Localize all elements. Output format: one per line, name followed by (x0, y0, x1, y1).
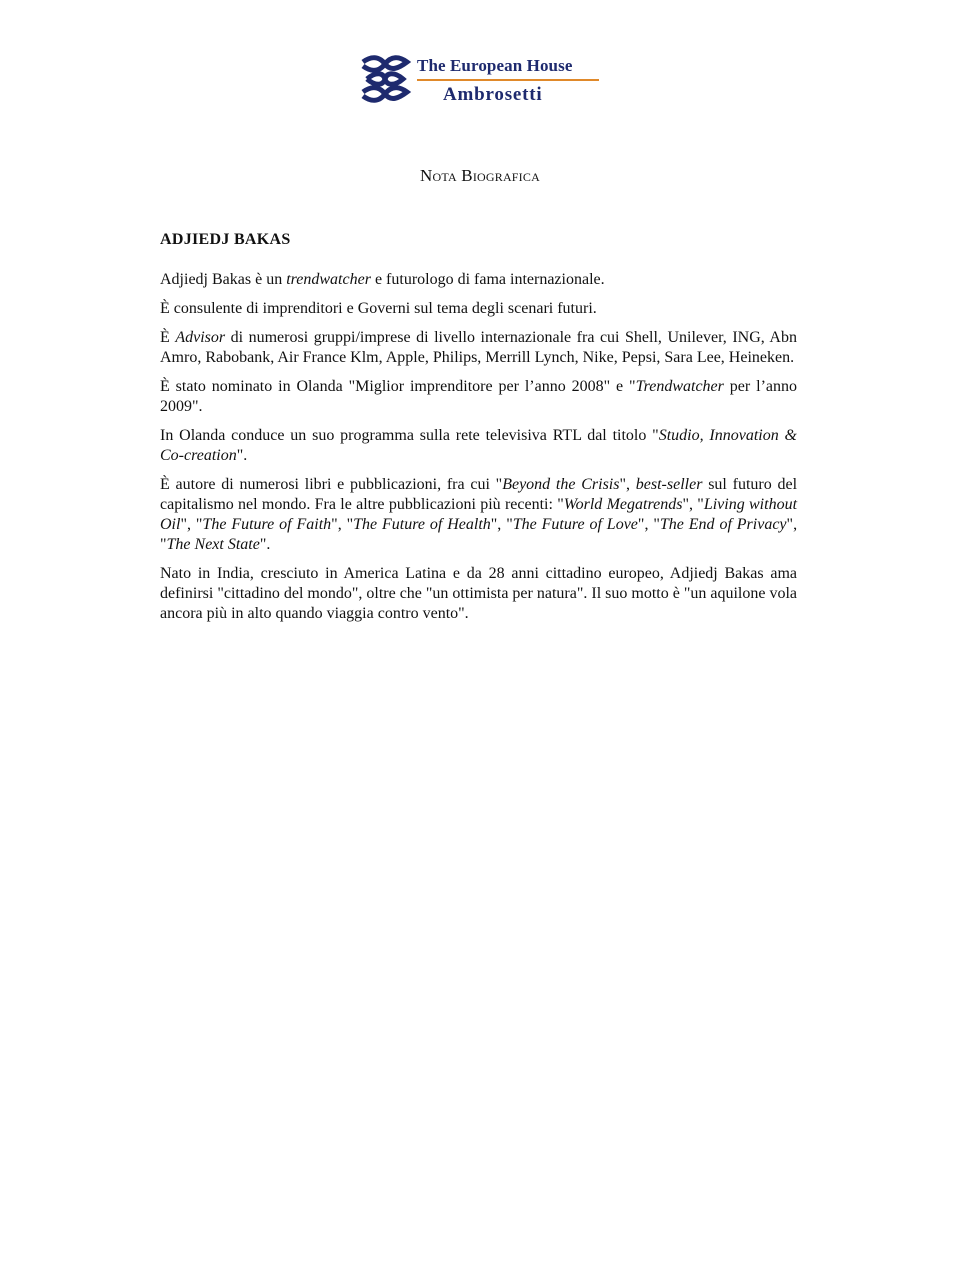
text-run: ". (259, 536, 271, 553)
italic-title: The Future of Love (512, 516, 638, 533)
biography-body (160, 270, 797, 633)
logo-text-line1: The European House (417, 56, 573, 75)
text-run: ", " (682, 496, 704, 513)
bio-paragraph-5 (160, 426, 797, 466)
italic-title: Beyond the Crisis (502, 476, 620, 493)
italic-title: Studio, Innovation & Co-creation (160, 427, 798, 464)
text-run: e futurologo di fama internazionale. (370, 271, 605, 288)
bio-paragraph-7: Nato in India, cresciuto in America Latina e da 28 anni cittadino europeo, Adjiedj Bakas ama definirsi "cittadino del mondo", oltre che "un ottimista per natura". Il suo motto è "un aquilone vola ancora più in alto quando viaggia contro vento". (160, 565, 797, 622)
text-run: di numerosi gruppi/imprese di livello internazionale fra cui Shell, Unilever, ING, Abn Amro, Rabobank, Air France Klm, Apple, Philips, Merrill Lynch, Nike, Pepsi, Sara Lee, Heineken. (160, 329, 797, 366)
text-run: ", (619, 476, 636, 493)
bio-paragraph-1 (160, 270, 797, 290)
company-logo (357, 54, 607, 110)
logo-divider (417, 79, 599, 81)
italic-term: trendwatcher (286, 271, 371, 288)
person-name: ADJIEDJ BAKAS (160, 231, 291, 248)
text-run: ", " (331, 516, 354, 533)
text-run: In Olanda conduce un suo programma sulla rete televisiva RTL dal titolo " (160, 427, 659, 444)
text-run: È autore di numerosi libri e pubblicazioni, fra cui " (160, 476, 503, 493)
bio-paragraph-6 (160, 475, 797, 555)
italic-title: The Next State (166, 536, 260, 553)
italic-title: The Future of Health (353, 516, 491, 533)
bio-paragraph-2: È consulente di imprenditori e Governi sul tema degli scenari futuri. (160, 300, 597, 317)
italic-title: The Future of Faith (202, 516, 332, 533)
text-run: ", " (180, 516, 203, 533)
italic-title: The End of Privacy (659, 516, 787, 533)
italic-term: Advisor (175, 329, 226, 346)
document-heading: Nota Biografica (420, 166, 540, 185)
text-run: Adjiedj Bakas è un (160, 271, 287, 288)
ambrosetti-logo-mark-icon (357, 54, 413, 104)
italic-term: best-seller (635, 476, 703, 493)
text-run: sul futuro del capitalismo nel mondo. Fra le altre pubblicazioni più recenti: " (160, 476, 798, 513)
text-run: ", " (637, 516, 660, 533)
italic-title: Living without Oil (160, 496, 798, 533)
italic-term: Trendwatcher (635, 378, 724, 395)
text-run: ", " (160, 516, 798, 553)
text-run: per l’anno 2009". (160, 378, 797, 415)
logo-text-line2: Ambrosetti (443, 84, 543, 105)
text-run: ", " (490, 516, 513, 533)
text-run: ". (236, 447, 248, 464)
text-run: È stato nominato in Olanda "Miglior imprenditore per l’anno 2008" e " (160, 378, 636, 395)
text-run: È (160, 329, 176, 346)
italic-title: World Megatrends (563, 496, 683, 513)
bio-paragraph-3 (160, 328, 797, 368)
bio-paragraph-4 (160, 377, 797, 417)
